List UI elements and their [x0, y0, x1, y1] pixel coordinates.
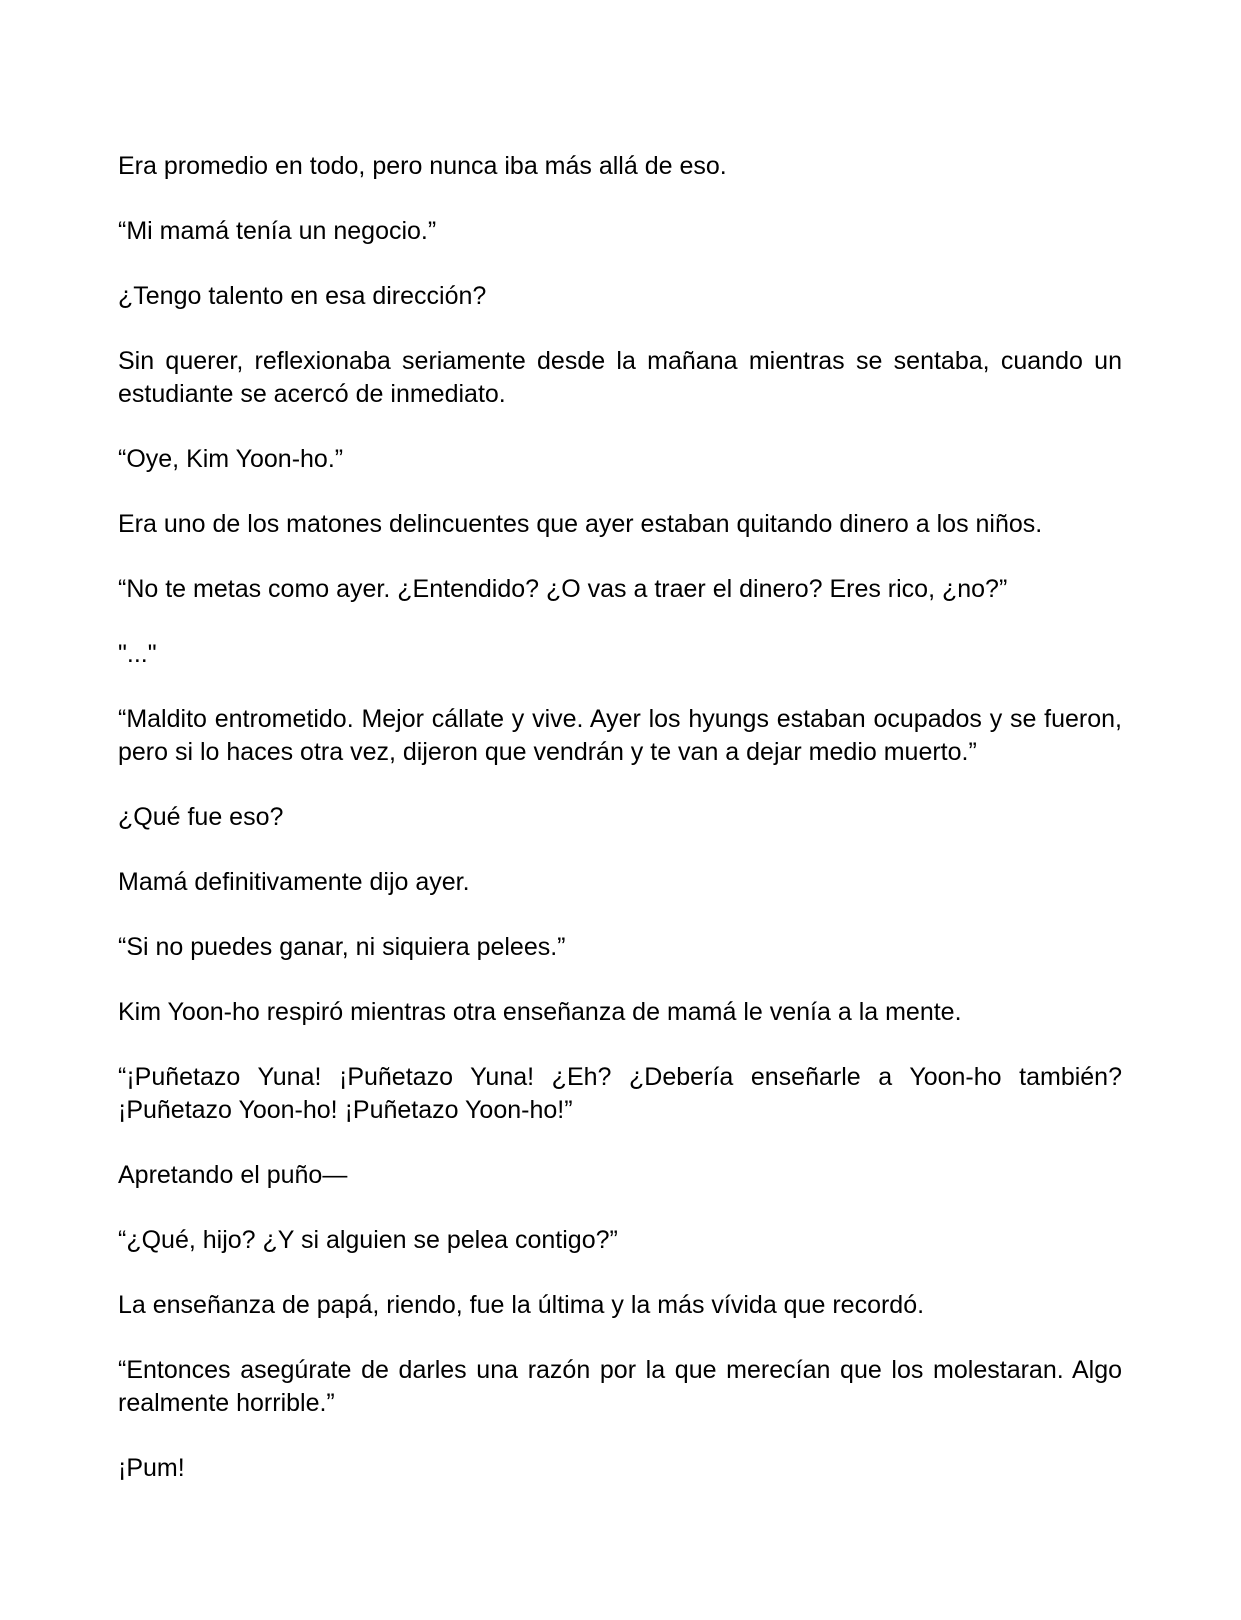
paragraph: “¡Puñetazo Yuna! ¡Puñetazo Yuna! ¿Eh? ¿Debería enseñarle a Yoon-ho también? ¡Puñetazo Yoon-ho! ¡Puñetazo Yoon-ho!”: [118, 1063, 1122, 1124]
paragraph: Era uno de los matones delincuentes que ayer estaban quitando dinero a los niños.: [118, 510, 1043, 538]
paragraph: Sin querer, reflexionaba seriamente desde la mañana mientras se sentaba, cuando un estudiante se acercó de inmediato.: [118, 347, 1122, 408]
paragraph: “¿Qué, hijo? ¿Y si alguien se pelea contigo?”: [118, 1226, 618, 1254]
paragraph: “No te metas como ayer. ¿Entendido? ¿O vas a traer el dinero? Eres rico, ¿no?”: [118, 575, 1008, 603]
paragraph: “Mi mamá tenía un negocio.”: [118, 217, 437, 245]
paragraph: La enseñanza de papá, riendo, fue la última y la más vívida que recordó.: [118, 1291, 925, 1319]
paragraph: “Maldito entrometido. Mejor cállate y vive. Ayer los hyungs estaban ocupados y se fueron, pero si lo haces otra vez, dijeron que vendrán y te van a dejar medio muerto.”: [118, 705, 1122, 766]
document-body: [118, 150, 1122, 1517]
paragraph: “Si no puedes ganar, ni siquiera pelees.”: [118, 933, 566, 961]
paragraph: “Entonces asegúrate de darles una razón por la que merecían que los molestaran. Algo realmente horrible.”: [118, 1356, 1122, 1417]
paragraph: Era promedio en todo, pero nunca iba más allá de eso.: [118, 152, 727, 180]
paragraph: ¿Tengo talento en esa dirección?: [118, 282, 487, 310]
paragraph: "...": [118, 640, 157, 668]
paragraph: Mamá definitivamente dijo ayer.: [118, 868, 470, 896]
paragraph: ¿Qué fue eso?: [118, 803, 284, 831]
paragraph: Kim Yoon-ho respiró mientras otra enseñanza de mamá le venía a la mente.: [118, 998, 962, 1026]
paragraph: Apretando el puño—: [118, 1161, 348, 1189]
paragraph: “Oye, Kim Yoon-ho.”: [118, 445, 344, 473]
paragraph: ¡Pum!: [118, 1454, 185, 1482]
